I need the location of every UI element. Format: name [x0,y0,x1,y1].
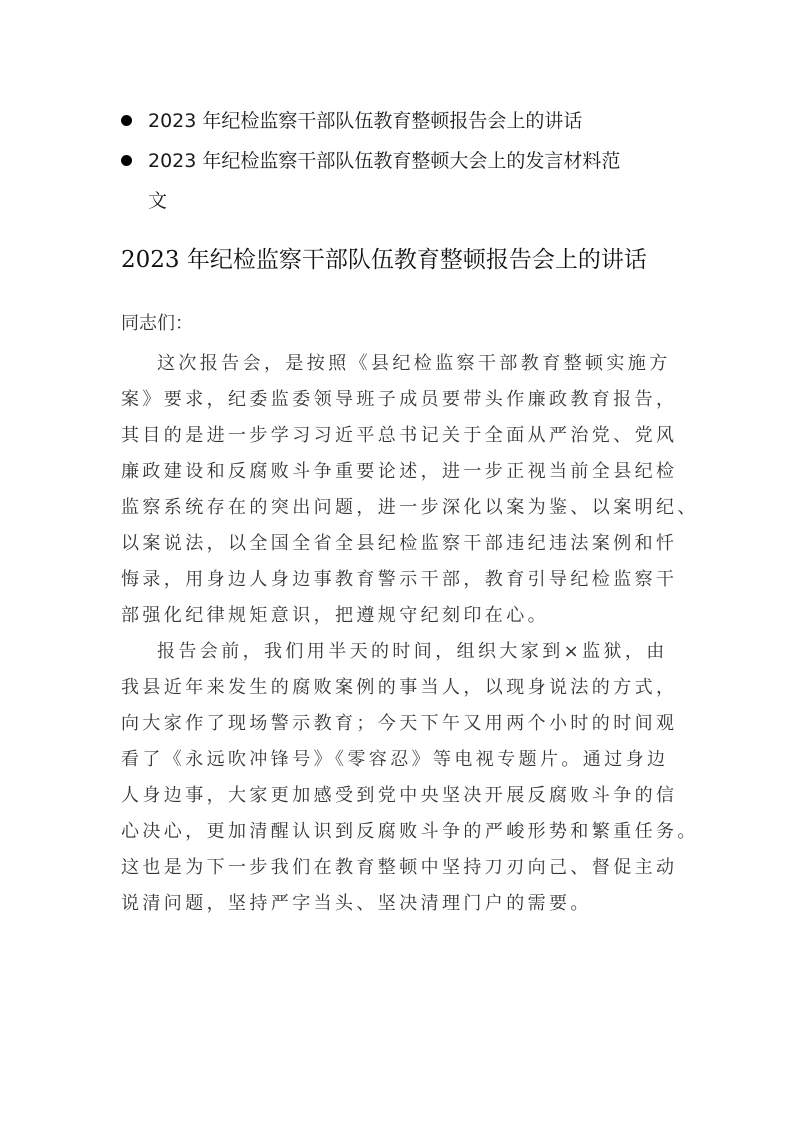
paragraph-line: 心决心，更加清醒认识到反腐败斗争的严峻形势和繁重任务。 [121,821,699,842]
paragraph-2 [121,634,699,922]
paragraph-line: 案》要求，纪委监委领导班子成员要带头作廉政教育报告， [121,389,678,410]
paragraph-line: 人身边事，大家更加感受到党中央坚决开展反腐败斗争的信 [121,785,678,806]
paragraph-line: 报告会前，我们用半天的时间，组织大家到×监狱，由 [157,641,668,662]
table-of-contents [121,101,701,221]
paragraph-1 [121,346,699,634]
paragraph-line: 这也是为下一步我们在教育整顿中坚持刀刃向己、督促主动 [121,857,678,878]
paragraph-line: 悔录，用身边人身边事教育警示干部，教育引导纪检监察干 [121,569,678,590]
toc-item[interactable] [121,101,701,141]
paragraph-line: 这次报告会，是按照《县纪检监察干部教育整顿实施方 [157,353,671,374]
paragraph-line: 向大家作了现场警示教育；今天下午又用两个小时的时间观 [121,713,678,734]
document-title: 2023 年纪检监察干部队伍教育整顿报告会上的讲话 [121,247,647,273]
paragraph-line: 看了《永远吹冲锋号》《零容忍》等电视专题片。通过身边 [121,749,669,770]
paragraph-line: 廉政建设和反腐败斗争重要论述，进一步正视当前全县纪检 [121,461,678,482]
bullet-icon [121,155,132,166]
toc-item[interactable] [121,141,701,221]
paragraph-line: 说清问题，坚持严字当头、坚决清理门户的需要。 [121,893,592,914]
paragraph-line: 监察系统存在的突出问题，进一步深化以案为鉴、以案明纪、 [121,497,699,518]
paragraph-line: 其目的是进一步学习习近平总书记关于全面从严治党、党风 [121,425,678,446]
salutation: 同志们： [121,313,193,334]
paragraph-line: 我县近年来发生的腐败案例的事当人，以现身说法的方式， [121,677,678,698]
document-body [121,346,699,922]
bullet-icon [121,115,132,126]
paragraph-line: 部强化纪律规矩意识，把遵规守纪刻印在心。 [121,605,549,626]
toc-item-label-line-1: 2023 年纪检监察干部队伍教育整顿大会上的发言材料范 [148,150,621,172]
toc-item-label-line-2: 文 [148,190,168,212]
paragraph-line: 以案说法，以全国全省全县纪检监察干部违纪违法案例和忏 [121,533,678,554]
toc-item-label: 2023 年纪检监察干部队伍教育整顿报告会上的讲话 [148,110,583,132]
